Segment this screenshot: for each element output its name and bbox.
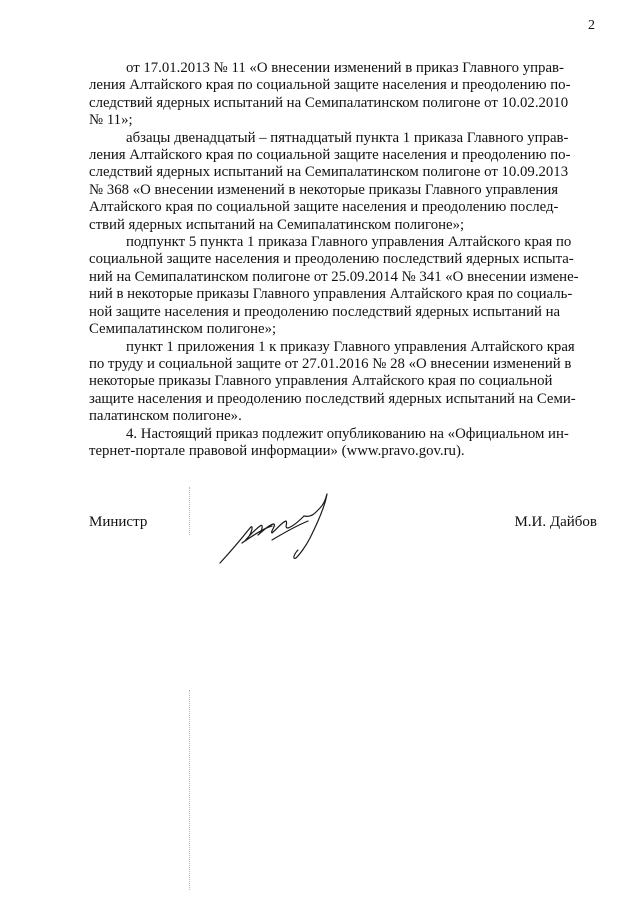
paragraph-order-2013-11 — [89, 60, 597, 130]
signer-title: Министр — [89, 514, 148, 530]
document-body — [89, 60, 597, 460]
paragraph-order-2014-341 — [89, 234, 597, 338]
text-line: № 11»; — [89, 112, 133, 129]
text-line: Семипалатинском полигоне»; — [89, 321, 277, 338]
paragraph-publication-clause — [89, 426, 597, 461]
text-line: ний на Семипалатинском полигоне от 25.09.2014 № 341 «О внесении измене- — [89, 268, 579, 285]
text-line: следствий ядерных испытаний на Семипалатинском полигоне от 10.09.2013 — [89, 164, 569, 181]
text-line: по труду и социальной защите от 27.01.2016 № 28 «О внесении изменений в — [89, 355, 572, 372]
text-line: 4. Настоящий приказ подлежит опубликованию на «Официальном ин- — [126, 425, 569, 442]
text-line: подпункт 5 пункта 1 приказа Главного управления Алтайского края по — [126, 234, 572, 251]
handwritten-signature — [212, 488, 347, 578]
text-line: Алтайского края по социальной защите населения и преодолению послед- — [89, 199, 559, 216]
text-line: от 17.01.2013 № 11 «О внесении изменений в приказ Главного управ- — [126, 60, 564, 76]
text-line: палатинском полигоне». — [89, 408, 242, 425]
text-line: тернет-портале правовой информации» (www.pravo.gov.ru). — [89, 442, 465, 459]
text-line: № 368 «О внесении изменений в некоторые приказы Главного управления — [89, 181, 559, 198]
text-line: ний в некоторые приказы Главного управления Алтайского края по социаль- — [89, 286, 573, 303]
text-line: следствий ядерных испытаний на Семипалатинском полигоне от 10.02.2010 — [89, 94, 569, 111]
paragraph-order-2016-28 — [89, 339, 597, 426]
text-line: ствий ядерных испытаний на Семипалатинском полигоне»; — [89, 216, 465, 233]
paragraph-order-2013-368 — [89, 130, 597, 234]
text-line: ной защите населения и преодолению последствий ядерных испытаний на — [89, 303, 561, 320]
signer-name: М.И. Дайбов — [514, 514, 597, 530]
margin-guide-line-bottom — [189, 690, 190, 890]
text-line: ления Алтайского края по социальной защите населения и преодолению по- — [89, 147, 571, 164]
text-line: ления Алтайского края по социальной защите населения и преодолению по- — [89, 77, 571, 94]
text-line: некоторые приказы Главного управления Алтайского края по социальной — [89, 373, 553, 390]
page-number: 2 — [588, 18, 595, 33]
text-line: социальной защите населения и преодолению последствий ядерных испыта- — [89, 251, 574, 268]
text-line: защите населения и преодолению последствий ядерных испытаний на Семи- — [89, 390, 576, 407]
text-line: абзацы двенадцатый – пятнадцатый пункта 1 приказа Главного управ- — [126, 129, 569, 146]
text-line: пункт 1 приложения 1 к приказу Главного управления Алтайского края — [126, 338, 575, 355]
